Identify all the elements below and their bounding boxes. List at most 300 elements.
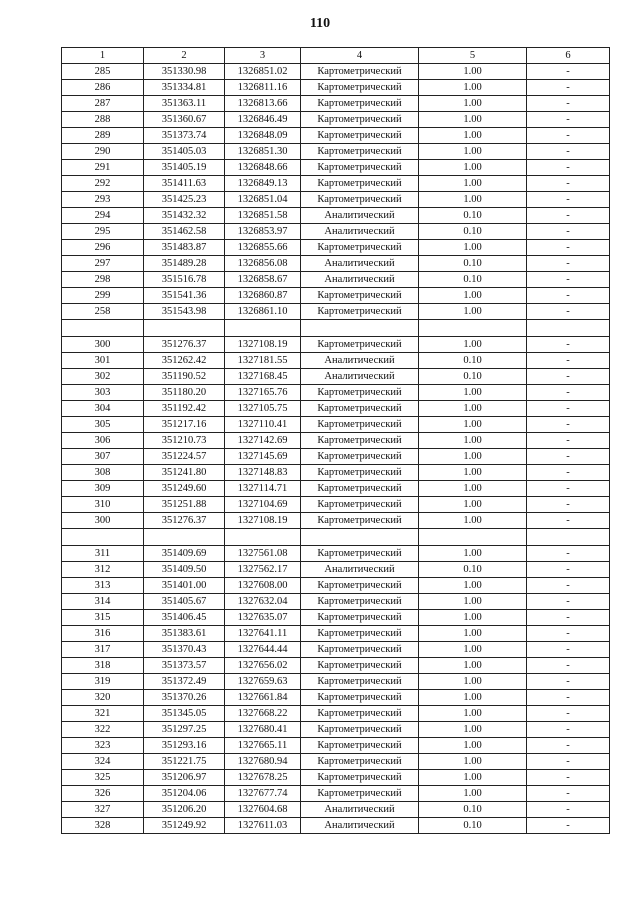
cell-x-coordinate: 351405.19 (144, 160, 225, 176)
cell-method: Картометрический (301, 578, 419, 594)
cell-x-coordinate: 351190.52 (144, 369, 225, 385)
cell-y-coordinate: 1327678.25 (225, 770, 301, 786)
cell-accuracy: 1.00 (419, 433, 527, 449)
cell-y-coordinate: 1327665.11 (225, 738, 301, 754)
cell-y-coordinate: 1326853.97 (225, 224, 301, 240)
cell-accuracy: 1.00 (419, 786, 527, 802)
cell-note: - (527, 304, 610, 320)
table-row (62, 288, 610, 304)
cell-y-coordinate: 1327104.69 (225, 497, 301, 513)
cell-x-coordinate: 351293.16 (144, 738, 225, 754)
table-row (62, 337, 610, 353)
cell-accuracy: 1.00 (419, 578, 527, 594)
cell-y-coordinate: 1326851.30 (225, 144, 301, 160)
cell-accuracy: 1.00 (419, 112, 527, 128)
cell-x-coordinate: 351489.28 (144, 256, 225, 272)
cell-method: Картометрический (301, 738, 419, 754)
table-row (62, 546, 610, 562)
cell-method: Аналитический (301, 208, 419, 224)
cell-y-coordinate: 1327165.76 (225, 385, 301, 401)
cell-note: - (527, 465, 610, 481)
cell-accuracy: 1.00 (419, 304, 527, 320)
cell-method: Картометрический (301, 449, 419, 465)
cell-point-number: 322 (62, 722, 144, 738)
cell-accuracy: 1.00 (419, 449, 527, 465)
cell-point-number: 303 (62, 385, 144, 401)
table-row (62, 658, 610, 674)
table-row (62, 417, 610, 433)
cell-point-number: 258 (62, 304, 144, 320)
cell-method: Аналитический (301, 256, 419, 272)
cell-method: Картометрический (301, 64, 419, 80)
cell-method: Картометрический (301, 513, 419, 529)
cell-point-number: 321 (62, 706, 144, 722)
cell-point-number: 309 (62, 481, 144, 497)
cell-y-coordinate: 1326846.49 (225, 112, 301, 128)
cell-accuracy: 1.00 (419, 385, 527, 401)
cell-point-number: 318 (62, 658, 144, 674)
cell-point-number: 299 (62, 288, 144, 304)
cell-x-coordinate: 351249.60 (144, 481, 225, 497)
cell-x-coordinate: 351251.88 (144, 497, 225, 513)
cell-note: - (527, 786, 610, 802)
cell-x-coordinate: 351262.42 (144, 353, 225, 369)
cell-point-number: 327 (62, 802, 144, 818)
cell-method: Картометрический (301, 546, 419, 562)
cell-method (301, 529, 419, 546)
cell-method: Картометрический (301, 80, 419, 96)
cell-method (301, 320, 419, 337)
table-row (62, 128, 610, 144)
cell-method: Картометрический (301, 722, 419, 738)
cell-accuracy: 1.00 (419, 160, 527, 176)
cell-point-number (62, 529, 144, 546)
cell-x-coordinate: 351541.36 (144, 288, 225, 304)
cell-note: - (527, 96, 610, 112)
cell-y-coordinate: 1326848.66 (225, 160, 301, 176)
cell-y-coordinate: 1327142.69 (225, 433, 301, 449)
cell-y-coordinate: 1327632.04 (225, 594, 301, 610)
table-row (62, 160, 610, 176)
coordinates-table (61, 47, 610, 834)
cell-accuracy: 0.10 (419, 369, 527, 385)
cell-method: Картометрический (301, 754, 419, 770)
table-row (62, 802, 610, 818)
cell-x-coordinate: 351210.73 (144, 433, 225, 449)
cell-note: - (527, 256, 610, 272)
cell-y-coordinate: 1327659.63 (225, 674, 301, 690)
cell-note: - (527, 497, 610, 513)
cell-note: - (527, 562, 610, 578)
table-row (62, 433, 610, 449)
cell-note: - (527, 546, 610, 562)
cell-point-number: 301 (62, 353, 144, 369)
cell-y-coordinate: 1327641.11 (225, 626, 301, 642)
cell-accuracy: 1.00 (419, 128, 527, 144)
cell-accuracy: 0.10 (419, 208, 527, 224)
cell-note: - (527, 770, 610, 786)
cell-point-number: 295 (62, 224, 144, 240)
cell-y-coordinate: 1327110.41 (225, 417, 301, 433)
table-header (62, 48, 610, 64)
cell-point-number: 292 (62, 176, 144, 192)
cell-note: - (527, 481, 610, 497)
cell-x-coordinate: 351297.25 (144, 722, 225, 738)
cell-x-coordinate: 351373.74 (144, 128, 225, 144)
table-row (62, 481, 610, 497)
cell-accuracy: 1.00 (419, 706, 527, 722)
cell-note: - (527, 80, 610, 96)
cell-accuracy: 1.00 (419, 690, 527, 706)
header-cell-6: 6 (527, 48, 610, 64)
cell-note: - (527, 160, 610, 176)
cell-accuracy: 1.00 (419, 546, 527, 562)
cell-method: Картометрический (301, 706, 419, 722)
cell-method: Картометрический (301, 674, 419, 690)
cell-method: Картометрический (301, 401, 419, 417)
cell-y-coordinate: 1326811.16 (225, 80, 301, 96)
cell-y-coordinate: 1327661.84 (225, 690, 301, 706)
cell-method: Аналитический (301, 369, 419, 385)
cell-y-coordinate: 1327611.03 (225, 818, 301, 834)
cell-y-coordinate: 1327562.17 (225, 562, 301, 578)
cell-y-coordinate: 1327168.45 (225, 369, 301, 385)
cell-y-coordinate: 1327114.71 (225, 481, 301, 497)
cell-y-coordinate: 1327608.00 (225, 578, 301, 594)
cell-method: Картометрический (301, 642, 419, 658)
cell-note: - (527, 369, 610, 385)
cell-accuracy: 0.10 (419, 353, 527, 369)
table-row (62, 80, 610, 96)
table-row (62, 594, 610, 610)
cell-y-coordinate: 1327604.68 (225, 802, 301, 818)
cell-x-coordinate: 351206.20 (144, 802, 225, 818)
cell-note: - (527, 674, 610, 690)
cell-y-coordinate: 1326860.87 (225, 288, 301, 304)
cell-x-coordinate: 351425.23 (144, 192, 225, 208)
cell-accuracy: 1.00 (419, 594, 527, 610)
page-number: 110 (309, 16, 331, 31)
cell-point-number (62, 320, 144, 337)
cell-x-coordinate: 351192.42 (144, 401, 225, 417)
cell-note: - (527, 642, 610, 658)
table-row (62, 626, 610, 642)
cell-note: - (527, 626, 610, 642)
cell-x-coordinate: 351411.63 (144, 176, 225, 192)
cell-x-coordinate: 351383.61 (144, 626, 225, 642)
cell-x-coordinate: 351370.43 (144, 642, 225, 658)
table-row (62, 674, 610, 690)
cell-accuracy: 0.10 (419, 256, 527, 272)
cell-y-coordinate: 1327644.44 (225, 642, 301, 658)
cell-note: - (527, 144, 610, 160)
table-row (62, 562, 610, 578)
cell-point-number: 304 (62, 401, 144, 417)
cell-point-number: 297 (62, 256, 144, 272)
cell-note: - (527, 802, 610, 818)
table-row (62, 690, 610, 706)
cell-accuracy: 1.00 (419, 722, 527, 738)
cell-accuracy: 1.00 (419, 610, 527, 626)
cell-point-number: 300 (62, 513, 144, 529)
cell-note: - (527, 594, 610, 610)
cell-point-number: 300 (62, 337, 144, 353)
cell-accuracy: 1.00 (419, 80, 527, 96)
cell-x-coordinate: 351543.98 (144, 304, 225, 320)
cell-x-coordinate: 351432.32 (144, 208, 225, 224)
cell-x-coordinate: 351370.26 (144, 690, 225, 706)
cell-x-coordinate: 351345.05 (144, 706, 225, 722)
cell-accuracy: 1.00 (419, 674, 527, 690)
cell-y-coordinate: 1326851.02 (225, 64, 301, 80)
cell-method: Картометрический (301, 112, 419, 128)
cell-accuracy: 1.00 (419, 337, 527, 353)
cell-accuracy: 1.00 (419, 658, 527, 674)
cell-y-coordinate: 1326855.66 (225, 240, 301, 256)
table-row (62, 513, 610, 529)
table-row (62, 754, 610, 770)
cell-point-number: 320 (62, 690, 144, 706)
cell-accuracy: 1.00 (419, 417, 527, 433)
cell-accuracy: 1.00 (419, 626, 527, 642)
cell-accuracy: 0.10 (419, 802, 527, 818)
cell-point-number: 298 (62, 272, 144, 288)
table-row (62, 449, 610, 465)
table-row (62, 578, 610, 594)
cell-accuracy: 1.00 (419, 497, 527, 513)
cell-method: Картометрический (301, 497, 419, 513)
cell-x-coordinate: 351276.37 (144, 337, 225, 353)
table-row (62, 192, 610, 208)
table-row (62, 272, 610, 288)
cell-accuracy: 1.00 (419, 481, 527, 497)
cell-accuracy: 1.00 (419, 144, 527, 160)
cell-method: Картометрический (301, 192, 419, 208)
cell-x-coordinate: 351409.69 (144, 546, 225, 562)
cell-method: Картометрический (301, 288, 419, 304)
cell-y-coordinate (225, 529, 301, 546)
cell-point-number: 293 (62, 192, 144, 208)
cell-x-coordinate: 351409.50 (144, 562, 225, 578)
cell-x-coordinate: 351206.97 (144, 770, 225, 786)
cell-note: - (527, 192, 610, 208)
table-row (62, 353, 610, 369)
cell-y-coordinate: 1327680.41 (225, 722, 301, 738)
cell-note: - (527, 240, 610, 256)
cell-note (527, 320, 610, 337)
cell-note: - (527, 433, 610, 449)
cell-note: - (527, 578, 610, 594)
cell-y-coordinate: 1327105.75 (225, 401, 301, 417)
cell-accuracy: 1.00 (419, 465, 527, 481)
cell-point-number: 317 (62, 642, 144, 658)
cell-point-number: 312 (62, 562, 144, 578)
table-row (62, 465, 610, 481)
table-row (62, 706, 610, 722)
cell-y-coordinate: 1327108.19 (225, 513, 301, 529)
cell-y-coordinate: 1326861.10 (225, 304, 301, 320)
table-row (62, 176, 610, 192)
cell-method: Картометрический (301, 176, 419, 192)
cell-y-coordinate: 1326851.04 (225, 192, 301, 208)
cell-point-number: 310 (62, 497, 144, 513)
cell-accuracy: 1.00 (419, 240, 527, 256)
table-row (62, 112, 610, 128)
cell-x-coordinate: 351401.00 (144, 578, 225, 594)
cell-accuracy: 0.10 (419, 224, 527, 240)
table-row (62, 240, 610, 256)
cell-note: - (527, 385, 610, 401)
cell-x-coordinate: 351334.81 (144, 80, 225, 96)
cell-accuracy: 1.00 (419, 642, 527, 658)
cell-y-coordinate: 1326856.08 (225, 256, 301, 272)
header-cell-3: 3 (225, 48, 301, 64)
cell-note: - (527, 722, 610, 738)
header-cell-1: 1 (62, 48, 144, 64)
cell-method: Аналитический (301, 802, 419, 818)
cell-accuracy: 1.00 (419, 288, 527, 304)
cell-method: Картометрический (301, 658, 419, 674)
cell-accuracy (419, 529, 527, 546)
cell-x-coordinate: 351372.49 (144, 674, 225, 690)
cell-method: Картометрический (301, 240, 419, 256)
table-row (62, 738, 610, 754)
cell-point-number: 296 (62, 240, 144, 256)
cell-x-coordinate: 351373.57 (144, 658, 225, 674)
cell-x-coordinate: 351405.03 (144, 144, 225, 160)
cell-method: Картометрический (301, 465, 419, 481)
table-row-separator (62, 320, 610, 337)
cell-point-number: 306 (62, 433, 144, 449)
cell-y-coordinate: 1327181.55 (225, 353, 301, 369)
cell-note: - (527, 272, 610, 288)
cell-method: Аналитический (301, 562, 419, 578)
cell-y-coordinate: 1327668.22 (225, 706, 301, 722)
cell-accuracy: 1.00 (419, 64, 527, 80)
table-row (62, 642, 610, 658)
cell-y-coordinate: 1327677.74 (225, 786, 301, 802)
cell-method: Картометрический (301, 610, 419, 626)
cell-x-coordinate: 351406.45 (144, 610, 225, 626)
cell-note: - (527, 176, 610, 192)
cell-point-number: 288 (62, 112, 144, 128)
cell-x-coordinate: 351462.58 (144, 224, 225, 240)
header-cell-2: 2 (144, 48, 225, 64)
cell-accuracy: 1.00 (419, 192, 527, 208)
cell-y-coordinate: 1326858.67 (225, 272, 301, 288)
table-row (62, 369, 610, 385)
cell-x-coordinate: 351217.16 (144, 417, 225, 433)
cell-x-coordinate: 351204.06 (144, 786, 225, 802)
cell-x-coordinate: 351180.20 (144, 385, 225, 401)
cell-x-coordinate: 351516.78 (144, 272, 225, 288)
cell-accuracy: 1.00 (419, 513, 527, 529)
table-row (62, 818, 610, 834)
cell-method: Картометрический (301, 385, 419, 401)
cell-note: - (527, 658, 610, 674)
cell-accuracy (419, 320, 527, 337)
cell-note: - (527, 112, 610, 128)
cell-method: Картометрический (301, 433, 419, 449)
cell-note: - (527, 224, 610, 240)
table-row (62, 144, 610, 160)
cell-x-coordinate: 351276.37 (144, 513, 225, 529)
cell-accuracy: 0.10 (419, 818, 527, 834)
cell-method: Картометрический (301, 770, 419, 786)
cell-point-number: 285 (62, 64, 144, 80)
cell-method: Картометрический (301, 128, 419, 144)
cell-note: - (527, 417, 610, 433)
cell-method: Аналитический (301, 272, 419, 288)
cell-point-number: 313 (62, 578, 144, 594)
header-row (62, 48, 610, 64)
cell-x-coordinate (144, 320, 225, 337)
cell-accuracy: 1.00 (419, 738, 527, 754)
cell-y-coordinate: 1327635.07 (225, 610, 301, 626)
cell-note: - (527, 288, 610, 304)
cell-point-number: 307 (62, 449, 144, 465)
table-row (62, 770, 610, 786)
cell-y-coordinate (225, 320, 301, 337)
cell-method: Аналитический (301, 224, 419, 240)
cell-method: Картометрический (301, 481, 419, 497)
cell-point-number: 315 (62, 610, 144, 626)
cell-point-number: 311 (62, 546, 144, 562)
cell-point-number: 316 (62, 626, 144, 642)
cell-x-coordinate: 351241.80 (144, 465, 225, 481)
cell-x-coordinate: 351249.92 (144, 818, 225, 834)
cell-method: Картометрический (301, 594, 419, 610)
cell-x-coordinate: 351483.87 (144, 240, 225, 256)
cell-note: - (527, 64, 610, 80)
cell-y-coordinate: 1327145.69 (225, 449, 301, 465)
cell-note: - (527, 449, 610, 465)
cell-method: Картометрический (301, 96, 419, 112)
cell-x-coordinate: 351363.11 (144, 96, 225, 112)
cell-method: Картометрический (301, 690, 419, 706)
cell-method: Аналитический (301, 353, 419, 369)
cell-note: - (527, 706, 610, 722)
cell-point-number: 286 (62, 80, 144, 96)
cell-y-coordinate: 1327656.02 (225, 658, 301, 674)
cell-method: Картометрический (301, 626, 419, 642)
cell-y-coordinate: 1326813.66 (225, 96, 301, 112)
cell-x-coordinate: 351221.75 (144, 754, 225, 770)
cell-note: - (527, 754, 610, 770)
cell-point-number: 302 (62, 369, 144, 385)
cell-note: - (527, 610, 610, 626)
table-row (62, 786, 610, 802)
cell-point-number: 289 (62, 128, 144, 144)
cell-point-number: 290 (62, 144, 144, 160)
cell-y-coordinate: 1327148.83 (225, 465, 301, 481)
cell-note: - (527, 401, 610, 417)
cell-method: Картометрический (301, 337, 419, 353)
table-row (62, 96, 610, 112)
table-row (62, 401, 610, 417)
cell-note: - (527, 738, 610, 754)
cell-point-number: 305 (62, 417, 144, 433)
cell-method: Аналитический (301, 818, 419, 834)
cell-note: - (527, 353, 610, 369)
cell-note: - (527, 818, 610, 834)
table-row (62, 610, 610, 626)
header-cell-5: 5 (419, 48, 527, 64)
cell-point-number: 323 (62, 738, 144, 754)
cell-y-coordinate: 1326849.13 (225, 176, 301, 192)
cell-y-coordinate: 1326848.09 (225, 128, 301, 144)
table-row (62, 208, 610, 224)
